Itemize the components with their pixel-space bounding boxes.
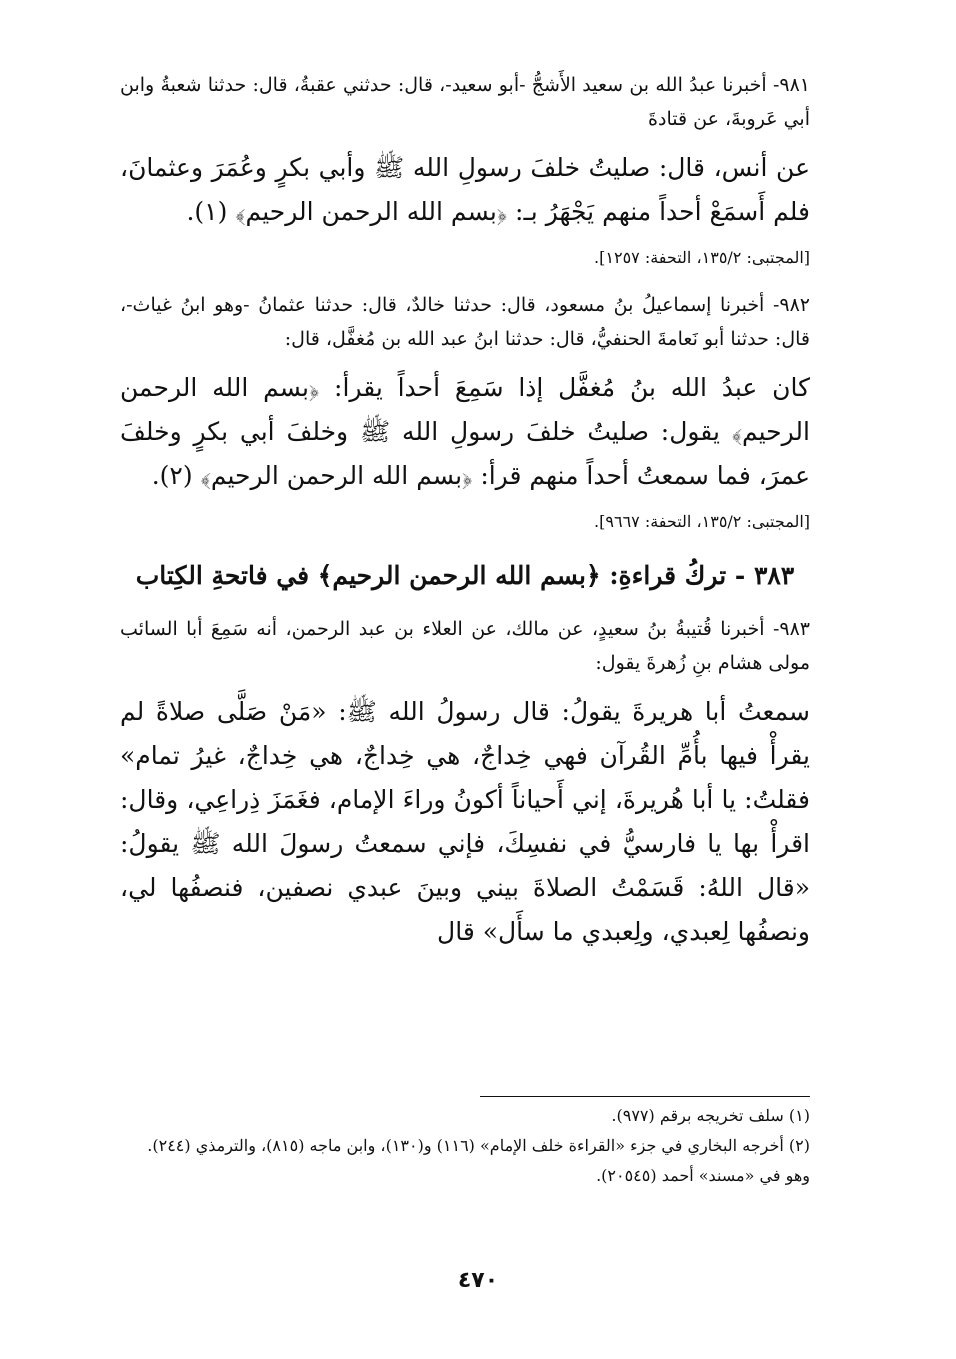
hadith-982-matn: كان عبدُ الله بنُ مُغفَّل إذا سَمِعَ أحداً يقرأ: ﴿بسم الله الرحمن الرحيم﴾ يقول: صليتُ خلفَ رسولِ الله ﷺ وخلفَ أبي بكرٍ وخلفَ عمرَ، فما سمعتُ أحداً منهم قرأ: ﴿بسم الله الرحمن الرحيم﴾ (٢).: [120, 373, 810, 490]
hadith-981-reference: [المجتبى: ١٣٥/٢، التحفة: ١٢٥٧].: [594, 248, 810, 267]
chapter-title: ٣٨٣ - تركُ قراءةِ: ﴿بسم الله الرحمن الرحيم﴾ في فاتحةِ الكِتاب: [135, 561, 795, 590]
footnotes: [120, 1096, 810, 1191]
footnote-2-continued: وهو في «مسند» أحمد (٢٠٥٤٥).: [596, 1166, 810, 1185]
footnote-divider: [480, 1096, 810, 1097]
footnote-2: (٢) أخرجه البخاري في جزء «القراءة خلف الإمام» (١١٦) و(١٣٠)، وابن ماجه (٨١٥)، والترمذي (٢٤٤).: [147, 1136, 810, 1155]
footnote-1: (١) سلف تخريجه برقم (٩٧٧).: [611, 1106, 810, 1125]
page-number: ٤٧٠: [457, 1268, 499, 1293]
hadith-983-matn: سمعتُ أبا هريرةَ يقولُ: قال رسولُ الله ﷺ: «مَنْ صَلَّى صلاةً لم يقرأْ فيها بأُمِّ القُرآن فهي خِداجٌ، هي خِداجٌ، هي خِداجٌ، غيرُ تمام» فقلتُ: يا أبا هُريرةَ، إني أَحياناً أكونُ وراءَ الإمام، فغَمَزَ ذِراعِي، وقال: اقرأْ بها يا فارسيُّ في نفسِكَ، فإني سمعتُ رسولَ الله ﷺ يقولُ: «قال اللهُ: قَسَمْتُ الصلاةَ بيني وبينَ عبدي نصفين، فنصفُها لي، ونصفُها لِعبدي، ولِعبدي ما سأَل» قال: [120, 697, 810, 946]
hadith-981-isnad: ٩٨١- أخبرنا عبدُ الله بن سعيد الأَشجُّ -أبو سعيد-، قال: حدثني عقبةُ، قال: حدثنا شعبةُ وابن أبي عَروبةَ، عن قتادةَ: [120, 74, 810, 130]
hadith-982-isnad: ٩٨٢- أخبرنا إسماعيلُ بنُ مسعود، قال: حدثنا خالدٌ، قال: حدثنا عثمانُ -وهو ابنُ غياث-، قال: حدثنا أبو نَعامةَ الحنفيُّ، قال: حدثنا ابنُ عبد الله بن مُغفَّل، قال:: [120, 294, 810, 350]
hadith-981-matn: عن أنس، قال: صليتُ خلفَ رسولِ الله ﷺ وأبي بكرٍ وعُمَرَ وعثمانَ، فلم أَسمَعْ أحداً منهم يَجْهَرُ بـ: ﴿بسم الله الرحمن الرحيم﴾ (١).: [120, 153, 810, 226]
hadith-982-reference: [المجتبى: ١٣٥/٢، التحفة: ٩٦٦٧].: [594, 512, 810, 531]
hadith-983-isnad: ٩٨٣- أخبرنا قُتيبةُ بنُ سعيدٍ، عن مالك، عن العلاء بن عبد الرحمن، أنه سَمِعَ أبا السائب مولى هشام بنِ زُهرةَ يقول:: [120, 618, 811, 674]
